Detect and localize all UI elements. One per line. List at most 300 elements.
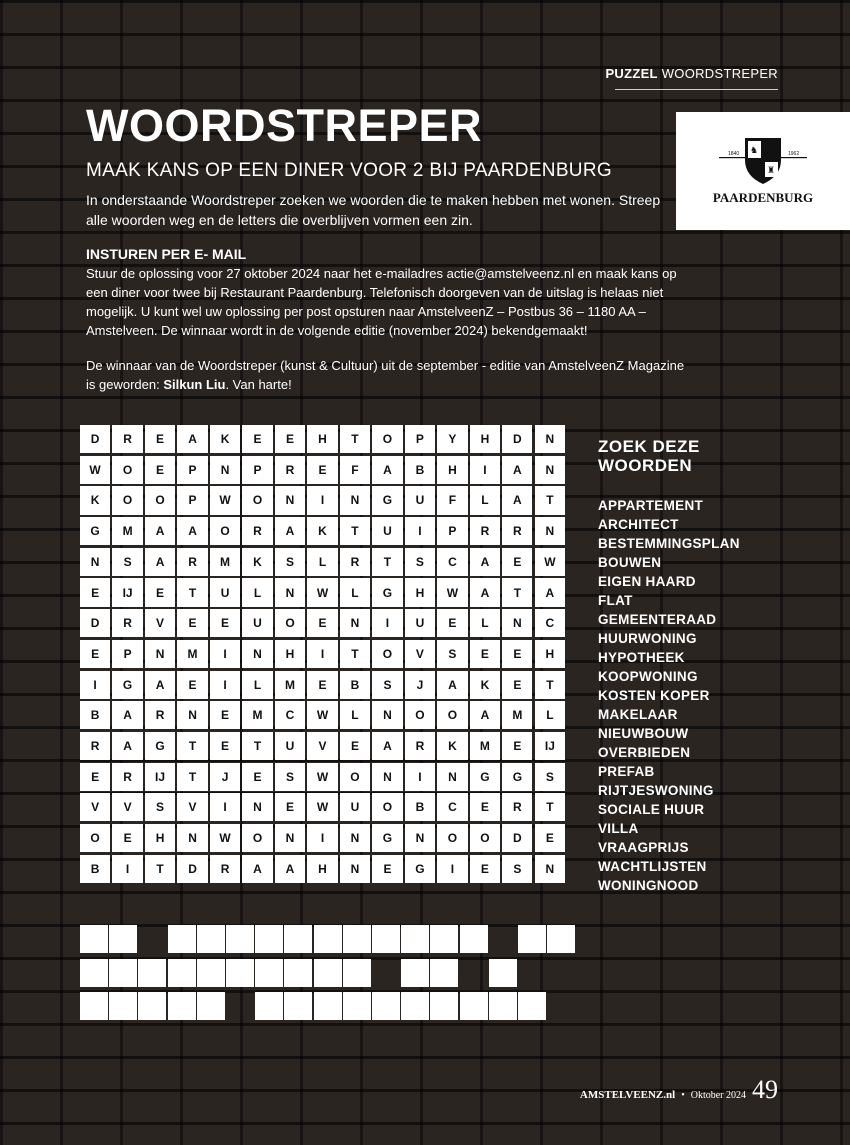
grid-cell[interactable]: E (145, 456, 175, 484)
grid-cell[interactable]: W (210, 824, 240, 852)
grid-cell[interactable]: S (112, 548, 142, 576)
grid-cell[interactable]: T (340, 425, 370, 453)
grid-cell[interactable]: A (372, 456, 402, 484)
winner-prefix: De winnaar van de Woordstreper (kunst & Cultuur) uit de september - editie van AmstelveenZ Magazine is geworden: (86, 358, 685, 392)
grid-cell[interactable]: O (437, 701, 467, 729)
grid-cell[interactable]: E (275, 793, 305, 821)
grid-cell[interactable]: K (470, 671, 500, 699)
answer-box[interactable] (255, 992, 283, 1020)
grid-cell[interactable]: N (535, 517, 565, 545)
grid-cell[interactable]: L (340, 578, 370, 606)
grid-cell[interactable]: A (502, 486, 532, 514)
grid-cell[interactable]: W (535, 548, 565, 576)
grid-cell[interactable]: S (372, 671, 402, 699)
answer-box[interactable] (401, 925, 429, 953)
grid-cell[interactable]: E (470, 855, 500, 883)
word-list-item: HUURWONING (598, 631, 697, 646)
grid-cell[interactable]: A (145, 548, 175, 576)
grid-cell[interactable]: I (437, 855, 467, 883)
grid-cell[interactable]: E (307, 456, 337, 484)
logo-name: PAARDENBURG (712, 190, 814, 205)
answer-box[interactable] (343, 959, 371, 987)
grid-cell[interactable]: V (307, 732, 337, 760)
grid-cell[interactable]: N (372, 701, 402, 729)
grid-cell[interactable]: O (275, 609, 305, 637)
grid-cell[interactable]: D (502, 824, 532, 852)
grid-cell[interactable]: U (242, 609, 272, 637)
answer-box[interactable] (489, 959, 517, 987)
word-list-item: KOOPWONING (598, 669, 698, 684)
answer-box[interactable] (109, 992, 137, 1020)
grid-cell[interactable]: F (437, 486, 467, 514)
grid-cell[interactable]: T (340, 517, 370, 545)
grid-cell[interactable]: S (405, 548, 435, 576)
grid-cell[interactable]: H (470, 425, 500, 453)
grid-cell[interactable]: N (275, 486, 305, 514)
grid-cell[interactable]: E (535, 824, 565, 852)
grid-cell[interactable]: W (307, 763, 337, 791)
grid-cell[interactable]: A (535, 578, 565, 606)
word-list-item: WACHTLIJSTEN (598, 859, 707, 874)
grid-cell[interactable]: T (340, 640, 370, 668)
grid-cell[interactable]: P (437, 517, 467, 545)
grid-cell[interactable]: E (502, 548, 532, 576)
grid-cell[interactable]: E (502, 732, 532, 760)
word-list-heading: ZOEK DEZE WOORDEN (598, 437, 700, 475)
grid-cell[interactable]: E (502, 671, 532, 699)
grid-cell[interactable]: H (145, 824, 175, 852)
grid-cell[interactable]: O (437, 824, 467, 852)
grid-cell[interactable]: V (80, 793, 110, 821)
logo-year-left: 1840 (728, 151, 740, 157)
answer-box[interactable] (197, 992, 225, 1020)
word-list-item: NIEUWBOUW (598, 726, 689, 741)
grid-cell[interactable]: W (307, 793, 337, 821)
grid-cell[interactable]: U (372, 517, 402, 545)
answer-box[interactable] (518, 992, 546, 1020)
grid-cell[interactable]: N (145, 640, 175, 668)
answer-box[interactable] (197, 959, 225, 987)
grid-cell[interactable]: I (372, 609, 402, 637)
grid-cell[interactable]: B (340, 671, 370, 699)
grid-cell[interactable]: N (372, 763, 402, 791)
grid-cell[interactable]: A (470, 578, 500, 606)
answer-box[interactable] (518, 925, 546, 953)
answer-box[interactable] (138, 992, 166, 1020)
sponsor-logo (676, 112, 850, 230)
grid-cell[interactable]: O (242, 486, 272, 514)
grid-cell[interactable]: C (275, 701, 305, 729)
answer-box[interactable] (401, 959, 429, 987)
grid-cell[interactable]: A (470, 548, 500, 576)
grid-cell[interactable]: T (177, 732, 207, 760)
logo-year-right: 1962 (788, 151, 800, 157)
grid-cell[interactable]: O (470, 824, 500, 852)
grid-cell[interactable]: M (502, 701, 532, 729)
word-search-grid[interactable] (80, 425, 565, 883)
grid-cell[interactable]: E (470, 793, 500, 821)
answer-box[interactable] (255, 925, 283, 953)
grid-cell[interactable]: N (535, 456, 565, 484)
grid-cell[interactable]: D (80, 425, 110, 453)
grid-cell[interactable]: U (405, 486, 435, 514)
grid-cell[interactable]: R (340, 548, 370, 576)
grid-cell[interactable]: L (242, 578, 272, 606)
grid-cell[interactable]: I (80, 671, 110, 699)
grid-cell[interactable]: T (372, 548, 402, 576)
grid-cell[interactable]: H (405, 578, 435, 606)
grid-cell[interactable]: E (80, 578, 110, 606)
grid-cell[interactable]: B (405, 793, 435, 821)
grid-cell[interactable]: T (535, 793, 565, 821)
grid-cell[interactable]: L (307, 548, 337, 576)
grid-cell[interactable]: S (535, 763, 565, 791)
grid-cell[interactable]: E (340, 732, 370, 760)
grid-cell[interactable]: M (470, 732, 500, 760)
grid-cell[interactable]: V (405, 640, 435, 668)
page-number: 49 (752, 1075, 778, 1104)
grid-cell[interactable]: W (437, 578, 467, 606)
grid-cell[interactable]: B (405, 456, 435, 484)
grid-cell[interactable]: E (372, 855, 402, 883)
grid-cell[interactable]: A (437, 671, 467, 699)
grid-cell[interactable]: N (340, 855, 370, 883)
submit-heading: INSTUREN PER E- MAIL (86, 246, 247, 262)
grid-cell[interactable]: R (112, 763, 142, 791)
answer-box[interactable] (80, 959, 108, 987)
grid-cell[interactable]: U (210, 578, 240, 606)
grid-cell[interactable]: M (242, 701, 272, 729)
grid-cell[interactable]: E (242, 763, 272, 791)
grid-cell[interactable]: O (145, 486, 175, 514)
grid-cell[interactable]: K (307, 517, 337, 545)
grid-cell[interactable]: E (177, 671, 207, 699)
grid-cell[interactable]: A (470, 701, 500, 729)
grid-cell[interactable]: O (372, 793, 402, 821)
grid-cell[interactable]: H (535, 640, 565, 668)
grid-cell[interactable]: L (535, 701, 565, 729)
grid-cell[interactable]: W (307, 578, 337, 606)
grid-cell[interactable]: IJ (112, 578, 142, 606)
grid-cell[interactable]: N (80, 548, 110, 576)
grid-cell[interactable]: N (340, 824, 370, 852)
grid-cell[interactable]: S (275, 548, 305, 576)
answer-box[interactable] (168, 959, 196, 987)
grid-cell[interactable]: R (210, 855, 240, 883)
grid-cell[interactable]: K (242, 548, 272, 576)
grid-cell[interactable]: S (437, 640, 467, 668)
grid-cell[interactable]: G (80, 517, 110, 545)
grid-cell[interactable]: O (112, 486, 142, 514)
grid-cell[interactable]: A (112, 732, 142, 760)
answer-box[interactable] (168, 925, 196, 953)
grid-cell[interactable]: Y (437, 425, 467, 453)
answer-box[interactable] (197, 925, 225, 953)
grid-cell[interactable]: C (437, 793, 467, 821)
grid-cell[interactable]: O (80, 824, 110, 852)
grid-cell[interactable]: A (112, 701, 142, 729)
grid-cell[interactable]: I (405, 517, 435, 545)
grid-cell[interactable]: G (112, 671, 142, 699)
grid-cell[interactable]: R (275, 456, 305, 484)
grid-cell[interactable]: E (275, 425, 305, 453)
grid-cell[interactable]: R (470, 517, 500, 545)
grid-cell[interactable]: R (145, 701, 175, 729)
grid-cell[interactable]: R (112, 425, 142, 453)
grid-cell[interactable]: M (275, 671, 305, 699)
grid-cell[interactable]: I (307, 640, 337, 668)
grid-cell[interactable]: N (405, 824, 435, 852)
grid-cell[interactable]: W (307, 701, 337, 729)
grid-cell[interactable]: T (242, 732, 272, 760)
answer-box[interactable] (460, 992, 488, 1020)
grid-cell[interactable]: E (145, 425, 175, 453)
grid-cell[interactable]: A (177, 425, 207, 453)
grid-cell[interactable]: W (80, 456, 110, 484)
grid-cell[interactable]: E (145, 578, 175, 606)
word-list-item: ARCHITECT (598, 517, 679, 532)
grid-cell[interactable]: L (470, 609, 500, 637)
grid-cell[interactable]: O (405, 701, 435, 729)
grid-cell[interactable]: E (210, 701, 240, 729)
grid-cell[interactable]: A (242, 855, 272, 883)
grid-cell[interactable]: A (145, 671, 175, 699)
grid-cell[interactable]: IJ (145, 763, 175, 791)
grid-cell[interactable]: R (502, 517, 532, 545)
grid-cell[interactable]: N (177, 824, 207, 852)
grid-cell[interactable]: I (405, 763, 435, 791)
answer-box[interactable] (284, 992, 312, 1020)
grid-cell[interactable]: W (210, 486, 240, 514)
grid-cell[interactable]: A (177, 517, 207, 545)
grid-cell[interactable]: E (112, 824, 142, 852)
grid-cell[interactable]: S (275, 763, 305, 791)
grid-cell[interactable]: E (210, 732, 240, 760)
grid-cell[interactable]: M (112, 517, 142, 545)
grid-cell[interactable]: O (210, 517, 240, 545)
word-list-item: HYPOTHEEK (598, 650, 685, 665)
grid-cell[interactable]: O (242, 824, 272, 852)
grid-cell[interactable]: R (80, 732, 110, 760)
answer-box[interactable] (460, 925, 488, 953)
answer-box[interactable] (284, 925, 312, 953)
grid-cell[interactable]: N (535, 855, 565, 883)
footer-brand: AMSTELVEENZ.nl (579, 1089, 676, 1101)
grid-cell[interactable]: U (340, 793, 370, 821)
grid-cell[interactable]: A (275, 855, 305, 883)
grid-cell[interactable]: E (470, 640, 500, 668)
grid-cell[interactable]: J (210, 763, 240, 791)
grid-cell[interactable]: E (210, 609, 240, 637)
grid-cell[interactable]: G (372, 578, 402, 606)
answer-box[interactable] (226, 959, 254, 987)
answer-box[interactable] (547, 925, 575, 953)
answer-box[interactable] (138, 959, 166, 987)
grid-cell[interactable]: B (80, 855, 110, 883)
svg-text:♞: ♞ (749, 146, 759, 156)
answer-box[interactable] (80, 925, 108, 953)
answer-box[interactable] (343, 992, 371, 1020)
grid-cell[interactable]: V (112, 793, 142, 821)
grid-cell[interactable]: U (275, 732, 305, 760)
answer-box[interactable] (255, 959, 283, 987)
answer-box[interactable] (401, 992, 429, 1020)
word-list-item: EIGEN HAARD (598, 574, 696, 589)
grid-cell[interactable]: H (437, 456, 467, 484)
grid-cell[interactable]: S (502, 855, 532, 883)
grid-cell[interactable]: R (502, 793, 532, 821)
answer-box[interactable] (284, 959, 312, 987)
page-subtitle: MAAK KANS OP EEN DINER VOOR 2 BIJ PAARDENBURG (86, 160, 612, 181)
grid-cell[interactable]: N (242, 793, 272, 821)
grid-cell[interactable]: J (405, 671, 435, 699)
grid-cell[interactable]: F (340, 456, 370, 484)
grid-cell[interactable]: R (242, 517, 272, 545)
answer-box[interactable] (430, 992, 458, 1020)
answer-box[interactable] (80, 992, 108, 1020)
grid-cell[interactable]: E (502, 640, 532, 668)
grid-cell[interactable]: R (112, 609, 142, 637)
answer-box[interactable] (372, 925, 400, 953)
grid-cell[interactable]: B (80, 701, 110, 729)
grid-cell[interactable]: I (210, 793, 240, 821)
word-list-item: APPARTEMENT (598, 498, 704, 513)
grid-cell[interactable]: N (437, 763, 467, 791)
grid-cell[interactable]: D (502, 425, 532, 453)
grid-cell[interactable]: O (372, 425, 402, 453)
answer-box[interactable] (109, 925, 137, 953)
grid-cell[interactable]: N (177, 701, 207, 729)
grid-cell[interactable]: E (80, 640, 110, 668)
answer-box[interactable] (226, 925, 254, 953)
word-list-item: VRAAGPRIJS (598, 840, 689, 855)
grid-cell[interactable]: V (145, 609, 175, 637)
grid-cell[interactable]: N (275, 578, 305, 606)
grid-cell[interactable]: E (307, 609, 337, 637)
grid-cell[interactable]: A (372, 732, 402, 760)
grid-cell[interactable]: IJ (535, 732, 565, 760)
grid-cell[interactable]: L (470, 486, 500, 514)
grid-cell[interactable]: K (80, 486, 110, 514)
grid-cell[interactable]: L (340, 701, 370, 729)
grid-cell[interactable]: I (112, 855, 142, 883)
grid-cell[interactable]: O (112, 456, 142, 484)
grid-cell[interactable]: M (210, 548, 240, 576)
grid-cell[interactable]: O (340, 763, 370, 791)
answer-box[interactable] (372, 992, 400, 1020)
grid-cell[interactable]: C (437, 548, 467, 576)
answer-box[interactable] (430, 925, 458, 953)
grid-cell[interactable]: N (210, 456, 240, 484)
grid-cell[interactable]: E (307, 671, 337, 699)
grid-cell[interactable]: T (535, 671, 565, 699)
grid-cell[interactable]: G (372, 824, 402, 852)
grid-cell[interactable]: U (405, 609, 435, 637)
grid-cell[interactable]: N (340, 486, 370, 514)
grid-cell[interactable]: E (437, 609, 467, 637)
grid-cell[interactable]: G (405, 855, 435, 883)
answer-box[interactable] (314, 959, 342, 987)
word-list-item: BESTEMMINGSPLAN (598, 536, 740, 551)
grid-cell[interactable]: M (177, 640, 207, 668)
grid-cell[interactable]: G (470, 763, 500, 791)
grid-cell[interactable]: P (177, 456, 207, 484)
answer-box[interactable] (314, 992, 342, 1020)
section-label-strong: PUZZEL (605, 66, 658, 81)
grid-cell[interactable]: R (177, 548, 207, 576)
grid-cell[interactable]: O (372, 640, 402, 668)
grid-cell[interactable]: A (275, 517, 305, 545)
grid-cell[interactable]: I (210, 640, 240, 668)
grid-cell[interactable]: T (502, 578, 532, 606)
grid-cell[interactable]: I (307, 486, 337, 514)
page-title: WOORDSTREPER (86, 100, 483, 151)
grid-cell[interactable]: H (275, 640, 305, 668)
answer-box[interactable] (109, 959, 137, 987)
answer-box[interactable] (343, 925, 371, 953)
grid-cell[interactable]: N (242, 640, 272, 668)
grid-cell[interactable]: H (307, 425, 337, 453)
answer-box[interactable] (314, 925, 342, 953)
grid-cell[interactable]: R (405, 732, 435, 760)
grid-cell[interactable]: I (307, 824, 337, 852)
grid-cell[interactable]: P (242, 456, 272, 484)
footer-separator: • (681, 1090, 685, 1101)
grid-cell[interactable]: G (502, 763, 532, 791)
grid-cell[interactable]: S (145, 793, 175, 821)
section-label-rest: WOORDSTREPER (661, 66, 778, 81)
grid-cell[interactable]: G (145, 732, 175, 760)
grid-cell[interactable]: A (502, 456, 532, 484)
answer-box[interactable] (489, 992, 517, 1020)
grid-cell[interactable]: I (210, 671, 240, 699)
grid-cell[interactable]: E (242, 425, 272, 453)
grid-cell[interactable]: N (535, 425, 565, 453)
word-list (598, 496, 740, 895)
grid-cell[interactable]: T (177, 578, 207, 606)
grid-cell[interactable]: P (405, 425, 435, 453)
grid-cell[interactable]: G (372, 486, 402, 514)
grid-cell[interactable]: P (177, 486, 207, 514)
grid-cell[interactable]: I (470, 456, 500, 484)
grid-cell[interactable]: E (80, 763, 110, 791)
grid-cell[interactable]: C (535, 609, 565, 637)
grid-cell[interactable]: K (437, 732, 467, 760)
grid-cell[interactable]: H (307, 855, 337, 883)
answer-box[interactable] (430, 959, 458, 987)
grid-cell[interactable]: L (242, 671, 272, 699)
grid-cell[interactable]: N (340, 609, 370, 637)
grid-cell[interactable]: T (535, 486, 565, 514)
grid-cell[interactable]: E (177, 609, 207, 637)
grid-cell[interactable]: V (177, 793, 207, 821)
grid-cell[interactable]: T (177, 763, 207, 791)
answer-box[interactable] (168, 992, 196, 1020)
grid-cell[interactable]: T (145, 855, 175, 883)
grid-cell[interactable]: P (112, 640, 142, 668)
grid-cell[interactable]: N (502, 609, 532, 637)
grid-cell[interactable]: D (177, 855, 207, 883)
word-list-item: PREFAB (598, 764, 655, 779)
grid-cell[interactable]: K (210, 425, 240, 453)
submit-instructions: Stuur de oplossing voor 27 oktober 2024 naar het e-mailadres actie@amstelveenz.nl en maak kans op een diner voor twee bij Restaurant Paardenburg. Telefonisch doorgeven van de uitslag is helaas niet mogelijk. U kunt wel uw oplossing per post opsturen naar AmstelveenZ – Postbus 36 – 1180 AA – Amstelveen. De winnaar wordt in de volgende editie (november 2024) bekendgemaakt! (86, 266, 677, 338)
grid-cell[interactable]: D (80, 609, 110, 637)
word-list-item: RIJTJESWONING (598, 783, 714, 798)
word-list-item: OVERBIEDEN (598, 745, 691, 760)
grid-cell[interactable]: N (275, 824, 305, 852)
word-list-item: SOCIALE HUUR (598, 802, 705, 817)
grid-cell[interactable]: A (145, 517, 175, 545)
